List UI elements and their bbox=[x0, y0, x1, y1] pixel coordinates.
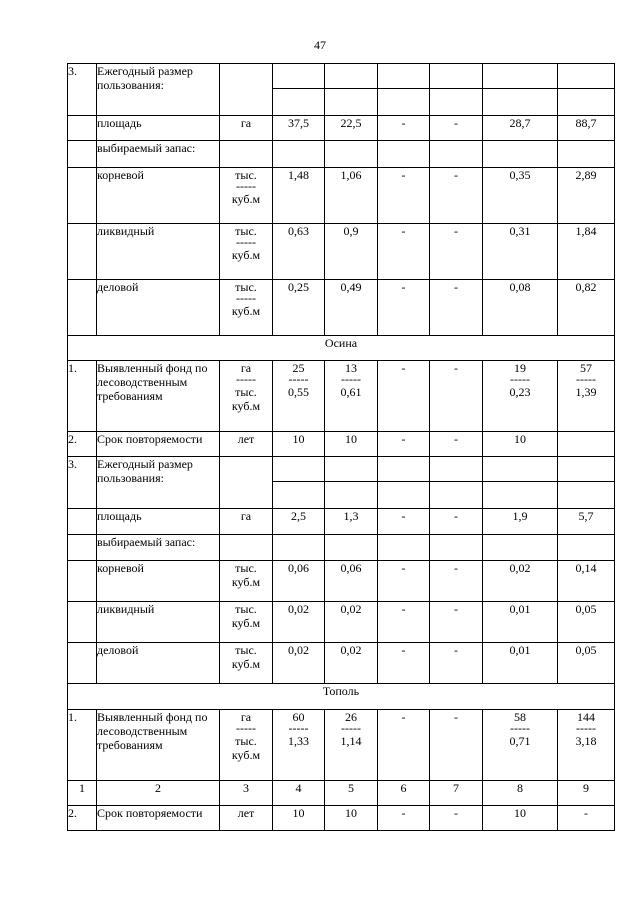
value-cell: 0,06 bbox=[273, 561, 325, 602]
row-label: площадь bbox=[97, 509, 220, 535]
section-heading-osina: Осина bbox=[68, 336, 615, 361]
value-divider: ----- bbox=[576, 372, 596, 386]
empty-cell bbox=[558, 64, 615, 89]
unit-cell bbox=[220, 602, 273, 643]
column-number: 7 bbox=[430, 781, 483, 806]
value-cell: - bbox=[430, 280, 483, 336]
unit-cell: лет bbox=[220, 432, 273, 457]
value-cell: - bbox=[378, 806, 430, 831]
value-divider: ----- bbox=[576, 721, 596, 735]
unit-cell bbox=[220, 280, 273, 336]
value-cell: - bbox=[430, 509, 483, 535]
unit-cell: лет bbox=[220, 806, 273, 831]
value-top: 26 bbox=[345, 710, 357, 724]
value-cell: 1,3 bbox=[325, 509, 378, 535]
value-cell: - bbox=[430, 561, 483, 602]
value-cell: 1,06 bbox=[325, 168, 378, 224]
unit-top: тыс. bbox=[235, 602, 257, 616]
unit-top: тыс. bbox=[235, 224, 257, 238]
row-label: Ежегодный размер пользования: bbox=[97, 457, 220, 509]
unit-cell bbox=[220, 710, 273, 781]
empty-cell bbox=[273, 64, 325, 89]
unit-cell bbox=[220, 361, 273, 432]
value-cell: 0,25 bbox=[273, 280, 325, 336]
column-number: 4 bbox=[273, 781, 325, 806]
value-cell: - bbox=[378, 168, 430, 224]
section-heading-topol: Тополь bbox=[68, 684, 615, 710]
value-cell: 2,89 bbox=[558, 168, 615, 224]
row-label: деловой bbox=[97, 280, 220, 336]
value-cell: - bbox=[378, 432, 430, 457]
value-cell: - bbox=[430, 432, 483, 457]
value-top: 57 bbox=[580, 361, 592, 375]
empty-cell bbox=[378, 64, 430, 89]
column-number: 6 bbox=[378, 781, 430, 806]
column-number: 3 bbox=[220, 781, 273, 806]
value-cell: 0,02 bbox=[325, 643, 378, 684]
value-divider: ----- bbox=[288, 372, 309, 386]
unit-cell: га bbox=[220, 509, 273, 535]
value-cell: 10 bbox=[483, 432, 558, 457]
row-label: ликвидный bbox=[97, 602, 220, 643]
row-label: ликвидный bbox=[97, 224, 220, 280]
column-number: 2 bbox=[97, 781, 220, 806]
forest-use-table bbox=[67, 63, 615, 831]
unit-bottom: тыс. куб.м bbox=[231, 385, 261, 413]
value-top: 144 bbox=[577, 710, 595, 724]
value-cell: 0,02 bbox=[325, 602, 378, 643]
value-cell bbox=[558, 710, 615, 781]
value-cell: - bbox=[430, 710, 483, 781]
unit-top: тыс. bbox=[235, 643, 257, 657]
value-cell bbox=[483, 361, 558, 432]
unit-bottom: куб.м bbox=[231, 192, 261, 206]
row-label: Срок повторяемости bbox=[97, 432, 220, 457]
value-cell: 0,49 bbox=[325, 280, 378, 336]
empty-cell bbox=[483, 64, 558, 89]
value-top: 13 bbox=[345, 361, 357, 375]
unit-divider: ----- bbox=[236, 179, 256, 193]
value-bottom: 0,61 bbox=[340, 385, 362, 399]
value-cell: - bbox=[430, 361, 483, 432]
unit-top: тыс. bbox=[235, 280, 257, 294]
value-divider: ----- bbox=[510, 372, 530, 386]
value-bottom: 0,71 bbox=[509, 734, 531, 748]
value-cell: 0,02 bbox=[273, 643, 325, 684]
value-cell: 0,63 bbox=[273, 224, 325, 280]
value-divider: ----- bbox=[341, 721, 361, 735]
value-bottom: 1,39 bbox=[575, 385, 597, 399]
value-cell: 0,01 bbox=[483, 643, 558, 684]
unit-divider: ----- bbox=[236, 291, 256, 305]
value-top: 60 bbox=[292, 710, 305, 724]
page-number: 47 bbox=[314, 38, 326, 52]
value-cell: - bbox=[378, 509, 430, 535]
value-cell: 0,35 bbox=[483, 168, 558, 224]
value-bottom: 3,18 bbox=[575, 734, 597, 748]
row-label: корневой bbox=[97, 168, 220, 224]
value-cell: 22,5 bbox=[325, 116, 378, 141]
value-cell: 10 bbox=[273, 806, 325, 831]
value-cell: 5,7 bbox=[558, 509, 615, 535]
unit-cell bbox=[220, 168, 273, 224]
unit-bottom: куб.м bbox=[231, 575, 261, 589]
row-number: 1. bbox=[68, 361, 97, 432]
value-cell: 1,9 bbox=[483, 509, 558, 535]
row-number: 2. bbox=[68, 806, 97, 831]
value-divider: ----- bbox=[510, 721, 530, 735]
value-cell: 0,82 bbox=[558, 280, 615, 336]
value-cell bbox=[558, 432, 615, 457]
value-divider: ----- bbox=[288, 721, 309, 735]
value-cell: - bbox=[378, 280, 430, 336]
unit-bottom: тыс. куб.м bbox=[231, 734, 261, 762]
unit-cell bbox=[220, 224, 273, 280]
unit-bottom: куб.м bbox=[231, 657, 261, 671]
value-bottom: 1,33 bbox=[288, 734, 309, 748]
value-cell: 0,05 bbox=[558, 643, 615, 684]
value-cell bbox=[325, 710, 378, 781]
unit-bottom: куб.м bbox=[231, 248, 261, 262]
row-label: корневой bbox=[97, 561, 220, 602]
value-cell: - bbox=[430, 224, 483, 280]
row-label: площадь bbox=[97, 116, 220, 141]
value-cell: - bbox=[430, 806, 483, 831]
unit-bottom: куб.м bbox=[231, 304, 261, 318]
empty-cell bbox=[220, 64, 273, 116]
unit-cell: га bbox=[220, 116, 273, 141]
value-bottom: 0,23 bbox=[509, 385, 531, 399]
value-cell: 0,02 bbox=[273, 602, 325, 643]
empty-cell bbox=[325, 64, 378, 89]
value-cell: 28,7 bbox=[483, 116, 558, 141]
value-cell: 0,08 bbox=[483, 280, 558, 336]
value-cell: - bbox=[378, 602, 430, 643]
value-top: 58 bbox=[514, 710, 526, 724]
value-cell bbox=[483, 710, 558, 781]
value-cell: 2,5 bbox=[273, 509, 325, 535]
row-label: Ежегодный размер пользования: bbox=[97, 64, 220, 116]
value-cell: 10 bbox=[325, 806, 378, 831]
row-label: Срок повторяемости bbox=[97, 806, 220, 831]
value-cell: 0,01 bbox=[483, 602, 558, 643]
unit-top: га bbox=[240, 361, 252, 375]
column-number: 1 bbox=[68, 781, 97, 806]
value-cell: 0,9 bbox=[325, 224, 378, 280]
value-cell: - bbox=[378, 643, 430, 684]
column-number: 9 bbox=[558, 781, 615, 806]
value-cell bbox=[558, 361, 615, 432]
row-label: Выявленный фонд по лесоводственным требованиям bbox=[97, 361, 220, 432]
row-number: 2. bbox=[68, 432, 97, 457]
value-cell: 1,84 bbox=[558, 224, 615, 280]
unit-bottom: куб.м bbox=[231, 616, 261, 630]
row-label: выбираемый запас: bbox=[97, 535, 220, 561]
value-bottom: 1,14 bbox=[340, 734, 362, 748]
value-cell: - bbox=[430, 168, 483, 224]
value-cell: - bbox=[378, 710, 430, 781]
value-cell: 10 bbox=[325, 432, 378, 457]
row-label: деловой bbox=[97, 643, 220, 684]
value-cell: 10 bbox=[273, 432, 325, 457]
unit-cell bbox=[220, 643, 273, 684]
value-cell: - bbox=[378, 116, 430, 141]
value-top: 25 bbox=[292, 361, 305, 375]
value-cell bbox=[325, 361, 378, 432]
value-cell: 0,06 bbox=[325, 561, 378, 602]
unit-cell bbox=[220, 561, 273, 602]
value-cell: 88,7 bbox=[558, 116, 615, 141]
unit-top: га bbox=[240, 710, 252, 724]
value-cell: - bbox=[430, 602, 483, 643]
value-cell: 37,5 bbox=[273, 116, 325, 141]
row-number: 1. bbox=[68, 710, 97, 781]
value-cell: - bbox=[558, 806, 615, 831]
value-cell: - bbox=[430, 116, 483, 141]
value-cell: - bbox=[378, 561, 430, 602]
empty-cell bbox=[430, 64, 483, 89]
value-cell: 0,14 bbox=[558, 561, 615, 602]
unit-divider: ----- bbox=[236, 721, 256, 735]
value-bottom: 0,55 bbox=[288, 385, 309, 399]
value-cell: - bbox=[378, 224, 430, 280]
value-cell bbox=[273, 361, 325, 432]
value-cell: 10 bbox=[483, 806, 558, 831]
value-cell: 0,05 bbox=[558, 602, 615, 643]
row-label: Выявленный фонд по лесоводственным требованиям bbox=[97, 710, 220, 781]
row-number: 3. bbox=[68, 457, 97, 509]
value-cell: - bbox=[430, 643, 483, 684]
value-cell bbox=[273, 710, 325, 781]
value-cell: 0,31 bbox=[483, 224, 558, 280]
unit-top: тыс. bbox=[235, 561, 257, 575]
unit-top: тыс. bbox=[235, 168, 257, 182]
unit-divider: ----- bbox=[236, 235, 256, 249]
value-top: 19 bbox=[514, 361, 526, 375]
value-divider: ----- bbox=[341, 372, 361, 386]
column-number: 5 bbox=[325, 781, 378, 806]
value-cell: - bbox=[378, 361, 430, 432]
value-cell: 1,48 bbox=[273, 168, 325, 224]
unit-divider: ----- bbox=[236, 372, 256, 386]
row-number: 3. bbox=[68, 64, 97, 116]
value-cell: 0,02 bbox=[483, 561, 558, 602]
row-label: выбираемый запас: bbox=[97, 141, 220, 168]
column-number: 8 bbox=[483, 781, 558, 806]
